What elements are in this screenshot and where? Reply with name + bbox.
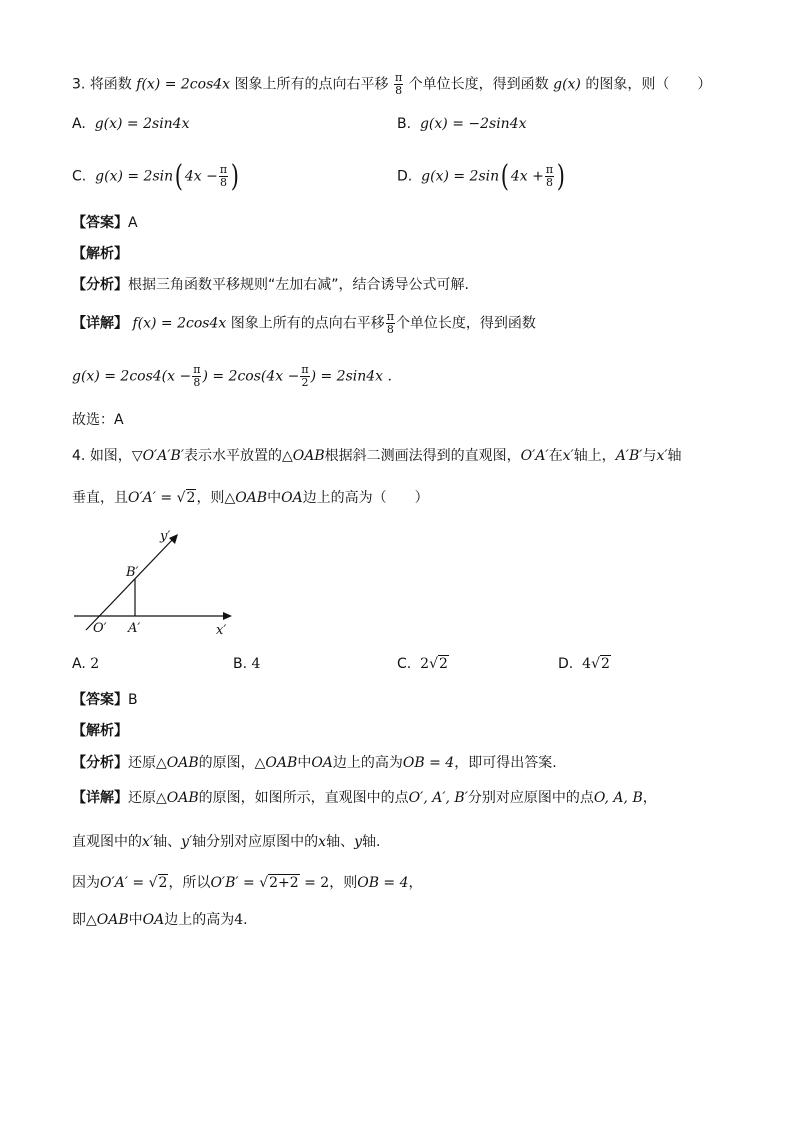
- q4-d1-d: ，: [642, 790, 657, 806]
- q4-d3-c: ，则: [329, 875, 358, 891]
- q4-d2-a: 直观图中的: [72, 834, 142, 850]
- q3-detail-den: 8: [386, 323, 394, 336]
- q4-option-a: [72, 654, 99, 674]
- q4-answer-value: B: [128, 692, 138, 708]
- q3-fenxi: [72, 275, 469, 295]
- q4-d3-b: ，所以: [168, 875, 211, 891]
- q3-text-c: 个单位长度，得到函数: [408, 76, 549, 93]
- q4-seg4: OA: [281, 490, 303, 506]
- q4-fenxi-c: 中: [297, 755, 312, 771]
- q4-tri1: ▽O′A′B′: [131, 448, 184, 464]
- q4-fenxi-label: 【分析】: [72, 755, 128, 771]
- q3-option-c-num: π: [219, 163, 228, 176]
- q4-d2-c: 轴分别对应原图中的: [192, 834, 319, 850]
- q4-axis-x2: x′: [656, 448, 668, 464]
- q4-d4-c: 边上的高为: [164, 912, 235, 928]
- q3-text-b: 图象上所有的点向右平移: [234, 76, 389, 93]
- q3-option-d-label: D.: [397, 168, 413, 185]
- q3-option-b-label: B.: [397, 116, 412, 132]
- q4-root-val: 2: [186, 490, 196, 506]
- q4-text-f: 与: [642, 448, 657, 464]
- q4-d4-a: 即: [72, 912, 86, 928]
- q3-derivation: [72, 364, 392, 389]
- q4-d1-tri: △OAB: [156, 790, 199, 806]
- q4-d2-x: x′: [142, 834, 154, 850]
- q4-d1-b: 的原图，如图所示，直观图中的点: [198, 790, 409, 806]
- q4-d3-root: 2: [158, 875, 168, 891]
- q3-detail-text-a: 图象上所有的点向右平移: [230, 315, 385, 332]
- q4-stem-line1: [72, 446, 682, 466]
- q3-derive-fraction-1: [192, 364, 201, 389]
- q4-option-d-label: D.: [558, 656, 574, 672]
- q4-option-b-value: 4: [251, 656, 261, 672]
- q3-derive-f1-den: 8: [193, 376, 201, 389]
- q3-detail: [72, 311, 536, 336]
- q4-fenxi: [72, 753, 557, 773]
- q3-option-b-expr: g(x) = −2sin4x: [419, 116, 527, 132]
- q3-option-c: C. g(x) = 2sin( 4x − $\frac{\pi}{8}$ ): [72, 158, 240, 194]
- q3-option-d: D. g(x) = 2sin( 4x + $\frac{\pi}{8}$ ): [397, 158, 566, 194]
- q3-answer: [72, 213, 138, 233]
- q3-derive-c: ) = 2sin4x .: [310, 368, 392, 385]
- q4-d3-ob: O′B′ =: [210, 875, 255, 891]
- q4-d3-sqrt2: √2+2: [259, 875, 299, 891]
- q4-d2-y: y′: [181, 834, 193, 850]
- q3-number: 3.: [72, 76, 86, 93]
- q3-detail-f: f(x) = 2cos4x: [132, 315, 227, 332]
- q4-d2-y2: y: [354, 834, 362, 850]
- q3-option-d-fraction: [545, 164, 554, 189]
- q4-answer: [72, 690, 138, 710]
- q4-sqrt-2: √2: [176, 490, 196, 506]
- q4-fenxi-oa: OA: [311, 755, 333, 771]
- q3-g-name: g(x): [553, 76, 581, 93]
- q4-stem-line2: [72, 488, 429, 508]
- q3-option-c-den: 8: [219, 176, 227, 189]
- q3-fenxi-text: 根据三角函数平移规则“左加右减”，结合诱导公式可解.: [128, 277, 469, 293]
- q4-d2-x2: x: [318, 834, 327, 850]
- q4-tri3: △OAB: [224, 490, 268, 506]
- q4-option-d-root: 2: [600, 656, 610, 672]
- q4-d3-eq: = 2: [304, 875, 330, 891]
- q3-option-c-fraction: [219, 164, 228, 189]
- figure-b-label: B′: [126, 565, 139, 580]
- q3-detail-label: 【详解】: [72, 315, 128, 332]
- q4-detail-line4: [72, 910, 248, 930]
- figure-y-label: y′: [160, 529, 171, 544]
- q3-derive-f2-num: π: [301, 363, 309, 376]
- q3-option-d-pre: g(x) = 2sin: [421, 168, 500, 185]
- q4-d3-root2: 2+2: [269, 875, 299, 891]
- q4-axis-x: x′: [562, 448, 574, 464]
- q3-option-c-label: C.: [72, 168, 87, 185]
- q4-fenxi-e: ，即可得出答案.: [454, 755, 557, 771]
- q4-option-d-coef: 4: [582, 656, 592, 672]
- q3-derive-b: ) = 2cos(4x −: [202, 368, 300, 385]
- q3-choose: [72, 410, 124, 430]
- q4-text-b: 表示水平放置的: [184, 448, 282, 464]
- q4-answer-label: 【答案】: [72, 692, 128, 708]
- q3-option-b: [397, 114, 527, 134]
- q4-d3-a: 因为: [72, 875, 100, 891]
- q3-derive-a: g(x) = 2cos4(x −: [72, 368, 192, 385]
- q3-detail-text-b: 个单位长度，得到函数: [395, 315, 536, 332]
- q3-fenxi-label: 【分析】: [72, 277, 128, 293]
- q4-d1-pts: O′, A′, B′: [408, 790, 468, 806]
- q4-fenxi-a: 还原: [128, 755, 156, 771]
- q4-line2-d: 边上的高为（ ）: [302, 490, 429, 506]
- q3-analysis-label: 【解析】: [72, 246, 128, 262]
- q4-option-d-sqrt: √2: [591, 656, 610, 672]
- q4-d4-val: 4: [234, 912, 244, 928]
- q4-text-e: 轴上，: [573, 448, 616, 464]
- q4-d3-d: ，: [408, 875, 423, 891]
- q4-d2-e: 轴.: [362, 834, 381, 850]
- q4-text-g: 轴: [667, 448, 682, 464]
- q3-f-expr: f(x) = 2cos4x: [136, 76, 231, 93]
- q4-oblique-figure: [68, 526, 248, 646]
- q4-d2-d: 轴、: [326, 834, 355, 850]
- q4-text-a: 如图，: [89, 448, 132, 464]
- q3-answer-value: A: [128, 215, 138, 231]
- q3-option-c-inner: 4x −: [184, 168, 218, 185]
- q4-detail-line2: [72, 832, 380, 852]
- q4-option-c-root: 2: [438, 656, 448, 672]
- q4-d3-seg: O′A′ =: [100, 875, 145, 891]
- q4-option-c-sqrt: √2: [429, 656, 448, 672]
- q4-option-a-label: A.: [72, 656, 86, 672]
- q3-text-a: 将函数: [89, 76, 132, 93]
- q3-option-c-pre: g(x) = 2sin: [95, 168, 174, 185]
- q4-text-d: 在: [548, 448, 563, 464]
- q3-option-d-num: π: [545, 163, 554, 176]
- q4-option-c-label: C.: [397, 656, 412, 672]
- q3-option-a: [72, 114, 190, 134]
- q4-option-b: [233, 654, 260, 674]
- q4-fenxi-d: 边上的高为: [332, 755, 403, 771]
- q4-detail-line3: [72, 873, 423, 893]
- q4-d4-oa: OA: [142, 912, 165, 928]
- figure-a-label: A′: [128, 621, 141, 636]
- q3-shift-fraction: [394, 72, 403, 97]
- q3-text-d: 的图象，则（ ）: [585, 76, 712, 93]
- figure-o-label: O′: [93, 621, 107, 636]
- q4-d2-b: 轴、: [153, 834, 182, 850]
- q3-choose-text: 故选：A: [72, 412, 124, 428]
- q3-derive-f1-num: π: [193, 363, 201, 376]
- q3-answer-label: 【答案】: [72, 215, 128, 231]
- figure-x-arrow: [223, 612, 232, 620]
- q4-analysis: [72, 721, 128, 741]
- q4-detail-label: 【详解】: [72, 790, 128, 806]
- q3-shift-num: π: [394, 71, 403, 84]
- q4-d3-sqrt: √2: [148, 875, 168, 891]
- q4-d4-b: 中: [128, 912, 143, 928]
- q4-detail-line1: [72, 788, 657, 808]
- q4-d4-tri: △OAB: [86, 912, 129, 928]
- q3-stem: [72, 72, 711, 97]
- q4-option-b-label: B.: [233, 656, 248, 672]
- q4-d1-c: 分别对应原图中的点: [467, 790, 594, 806]
- q3-derive-f2-den: 2: [301, 376, 309, 389]
- q4-line2-b: ，则: [196, 490, 225, 506]
- q4-line2-c: 中: [267, 490, 282, 506]
- q4-fenxi-tri2: △OAB: [254, 755, 298, 771]
- q3-analysis: [72, 244, 128, 264]
- figure-x-label: x′: [216, 623, 227, 638]
- q3-option-d-inner: 4x +: [510, 168, 544, 185]
- q4-fenxi-b: 的原图，: [198, 755, 255, 771]
- q4-d3-ob2: OB = 4: [357, 875, 409, 891]
- q4-analysis-label: 【解析】: [72, 723, 128, 739]
- q4-seg2: A′B′: [615, 448, 643, 464]
- q4-option-a-value: 2: [90, 656, 100, 672]
- q4-text-c: 根据斜二测画法得到的直观图，: [324, 448, 521, 464]
- q4-d1-a: 还原: [128, 790, 156, 806]
- q3-derive-fraction-2: [300, 364, 309, 389]
- q4-fenxi-ob: OB = 4: [402, 755, 455, 771]
- q4-tri2: △OAB: [282, 448, 325, 464]
- q4-option-c: [397, 654, 449, 674]
- q4-d4-d: .: [243, 912, 248, 928]
- q4-line2-a: 垂直，且: [72, 490, 128, 506]
- q3-option-a-expr: g(x) = 2sin4x: [94, 116, 190, 132]
- q3-detail-num: π: [386, 310, 394, 323]
- q3-shift-den: 8: [395, 84, 403, 97]
- q3-option-d-den: 8: [545, 176, 553, 189]
- q4-seg3: O′A′ =: [128, 490, 173, 506]
- q3-option-a-label: A.: [72, 116, 86, 132]
- q4-option-d: [558, 654, 611, 674]
- q4-fenxi-tri: △OAB: [156, 755, 199, 771]
- q3-detail-fraction: [386, 311, 395, 336]
- q4-seg1: O′A′: [520, 448, 549, 464]
- q4-option-c-coef: 2: [420, 656, 430, 672]
- q4-number: 4.: [72, 448, 86, 464]
- q4-d1-pts2: O, A, B: [593, 790, 643, 806]
